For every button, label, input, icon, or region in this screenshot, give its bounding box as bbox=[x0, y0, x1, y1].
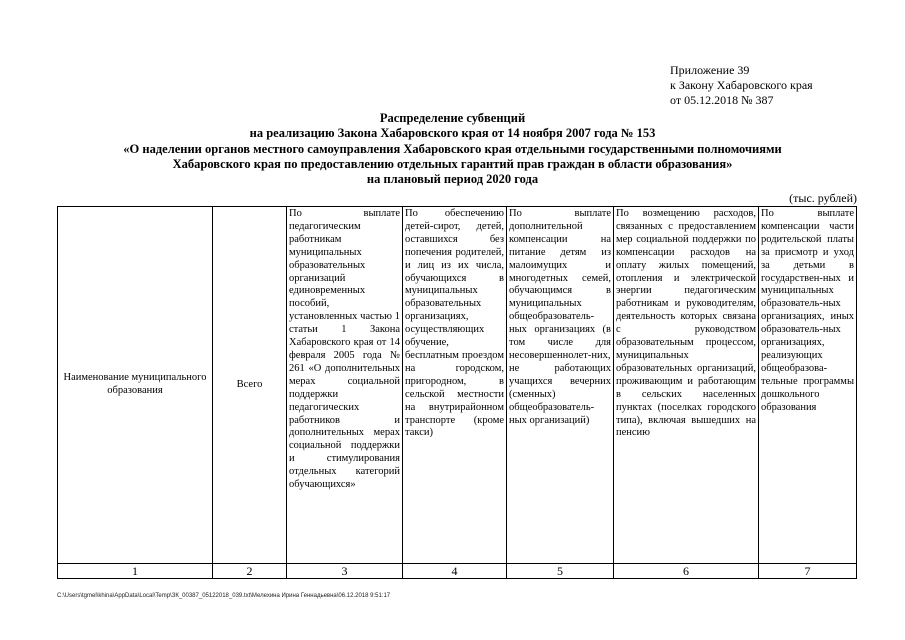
header-col-4: По обеспечению детей-сирот, детей, оставшихся без попечения родителей, и лиц из их числа, обучающихся в муниципальных образовательных организациях, осуществляющих обучение, бесплатным проездом на городском, пригородном, в сельской местности на внутрирайонном транспорте (кроме такси) bbox=[403, 207, 507, 564]
appendix-line-2: к Закону Хабаровского края bbox=[670, 78, 813, 92]
title-line-5: на плановый период 2020 года bbox=[366, 172, 539, 187]
column-number: 7 bbox=[759, 564, 857, 579]
units-label: (тыс. рублей) bbox=[789, 191, 857, 205]
column-number: 4 bbox=[403, 564, 507, 579]
column-number: 6 bbox=[614, 564, 759, 579]
header-total: Всего bbox=[213, 207, 287, 564]
title-line-3: «О наделении органов местного самоуправления Хабаровского края отдельными государственными полномочиями bbox=[123, 141, 782, 156]
column-number: 3 bbox=[287, 564, 403, 579]
column-number: 5 bbox=[507, 564, 614, 579]
column-number: 2 bbox=[213, 564, 287, 579]
table-header-row bbox=[58, 207, 857, 564]
file-path-footer: C:\Users\tgmel\khina\AppData\Local\Temp\ЗК_00387_05122018_039.txt\Мелехина Ирина Геннадьевна\06.12.2018 9:51:17 bbox=[57, 593, 391, 599]
header-col-7: По выплате компенсации части родительской платы за присмотр и уход за детьми в государствен-ных и муниципальных образователь-ных организациях, иных образователь-ных организациях, реализующих общеобразова-тельные программы дошкольного образования bbox=[759, 207, 857, 564]
subsidy-table bbox=[57, 206, 857, 579]
header-col-5: По выплате дополнительной компенсации на питание детям из малоимущих и многодетных семей, обучающимся в муниципальных общеобразователь-ных организациях (в том числе для несовершеннолет-них, не работающих учащихся вечерних (сменных) общеобразователь-ных организаций) bbox=[507, 207, 614, 564]
document-title bbox=[0, 111, 905, 187]
header-col-3: По выплате педагогическим работникам муниципальных образовательных организаций единовременных пособий, установленных частью 1 статьи 1 Закона Хабаровского края от 14 февраля 2005 года № 261 «О дополнительных мерах социальной поддержки педагогических работников и дополнительных мерах социальной поддержки и стимулирования отдельных категорий обучающихся» bbox=[287, 207, 403, 564]
title-line-2: на реализацию Закона Хабаровского края от 14 ноября 2007 года № 153 bbox=[249, 126, 656, 141]
column-number-row bbox=[58, 564, 857, 579]
title-line-4: Хабаровского края по предоставлению отдельных гарантий прав граждан в области образования» bbox=[172, 156, 733, 171]
header-col-6: По возмещению расходов, связанных с предоставлением мер социальной поддержки по компенсации расходов на оплату жилых помещений, отопления и электрической энергии педагогическим работникам и руководителям, деятельность которых связана с руководством образовательным процессом, муниципальных образовательных организаций, проживающим и работающим в сельских населенных пунктах (поселках городского типа), включая вышедших на пенсию bbox=[614, 207, 759, 564]
column-number: 1 bbox=[58, 564, 213, 579]
appendix-note bbox=[670, 63, 813, 108]
header-municipality-name: Наименование муниципального образования bbox=[58, 207, 213, 564]
appendix-line-1: Приложение 39 bbox=[670, 63, 750, 77]
appendix-line-3: от 05.12.2018 № 387 bbox=[670, 93, 774, 107]
title-line-1: Распределение субвенций bbox=[379, 111, 526, 125]
